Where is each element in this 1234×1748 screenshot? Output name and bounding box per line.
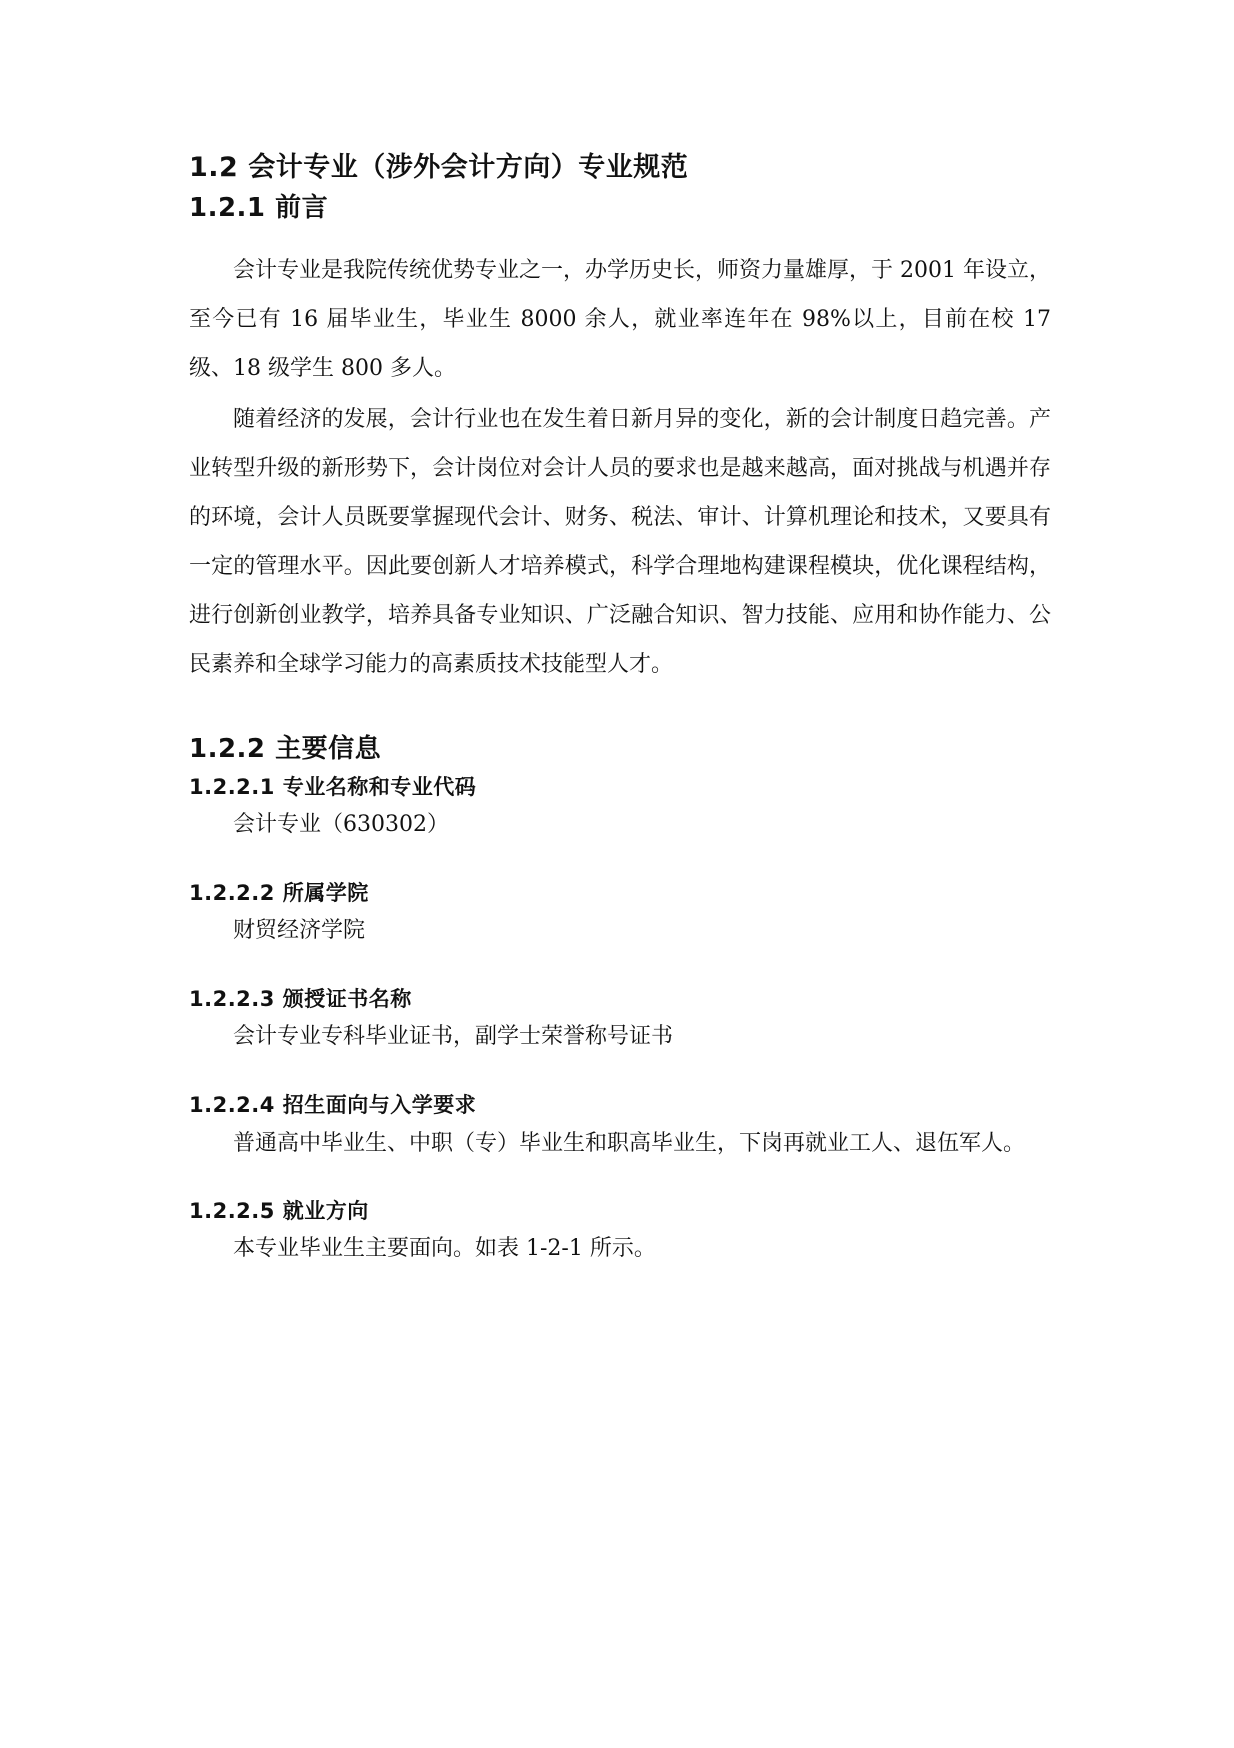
document-content [189,148,1051,1269]
info-item-heading: 1.2.2.1 专业名称和专业代码 [189,775,477,799]
info-item-heading: 1.2.2.3 颁授证书名称 [189,987,412,1011]
info-item-certificate [189,983,1051,1057]
info-item-text: 本专业毕业生主要面向。如表 1-2-1 所示。 [233,1236,656,1261]
info-item-admission [189,1089,1051,1167]
main-info-heading: 1.2.2 主要信息 [189,734,382,764]
info-item-heading: 1.2.2.4 招生面向与入学要求 [189,1093,477,1117]
preface-paragraph-1: 会计专业是我院传统优势专业之一，办学历史长，师资力量雄厚，于 2001 年设立，至今已有 16 届毕业生，毕业生 8000 余人，就业率连年在 98%以上，目前在校 17 级、18 级学生 800 多人。 [189,258,1051,381]
info-item-heading: 1.2.2.2 所属学院 [189,881,369,905]
info-item-text: 会计专业专科毕业证书，副学士荣誉称号证书 [233,1024,674,1049]
info-item-text: 财贸经济学院 [233,918,366,943]
preface-paragraph-2: 随着经济的发展，会计行业也在发生着日新月异的变化，新的会计制度日趋完善。产业转型升级的新形势下，会计岗位对会计人员的要求也是越来越高，面对挑战与机遇并存的环境，会计人员既要掌握现代会计、财务、税法、审计、计算机理论和技术，又要具有一定的管理水平。因此要创新人才培养模式，科学合理地构建课程模块，优化课程结构，进行创新创业教学，培养具备专业知识、广泛融合知识、智力技能、应用和协作能力、公民素养和全球学习能力的高素质技术技能型人才。 [189,407,1051,677]
preface-heading: 1.2.1 前言 [189,193,329,223]
info-item-college [189,877,1051,951]
info-item-major-name [189,771,1051,845]
info-item-text: 会计专业（630302） [233,812,449,837]
info-item-heading: 1.2.2.5 就业方向 [189,1199,369,1223]
info-item-text: 普通高中毕业生、中职（专）毕业生和职高毕业生，下岗再就业工人、退伍军人。 [233,1131,1026,1156]
document-title: 1.2 会计专业（涉外会计方向）专业规范 [189,152,689,183]
info-item-employment [189,1195,1051,1269]
